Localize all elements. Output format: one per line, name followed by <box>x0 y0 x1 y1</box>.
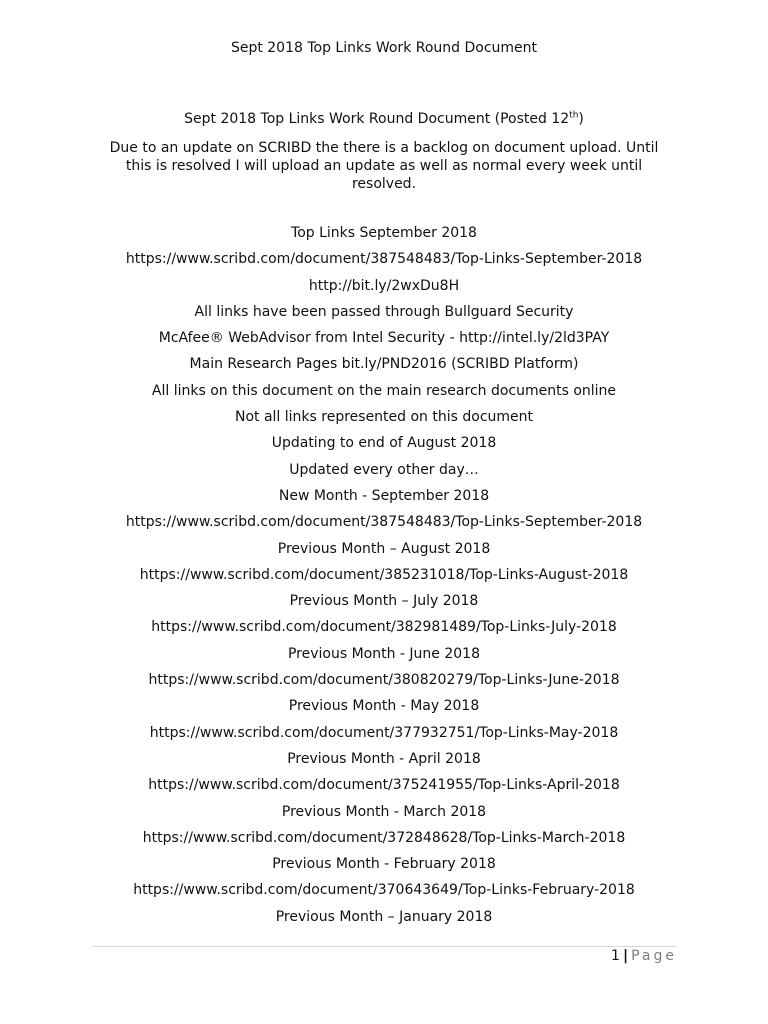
subtitle-close: ) <box>578 111 584 127</box>
doc-line: Previous Month – January 2018 <box>275 908 493 925</box>
doc-line: Not all links represented on this document <box>234 409 534 426</box>
doc-line: All links on this document on the main research documents online <box>151 382 617 399</box>
subtitle-superscript: th <box>569 110 579 121</box>
doc-line: All links have been passed through Bullguard Security <box>194 303 574 320</box>
doc-link[interactable]: https://www.scribd.com/document/375241955/Top-Links-April-2018 <box>148 777 620 794</box>
doc-line: McAfee® WebAdvisor from Intel Security - http://intel.ly/2ld3PAY <box>158 330 610 347</box>
document-subtitle <box>0 111 768 127</box>
doc-link[interactable]: https://www.scribd.com/document/385231018/Top-Links-August-2018 <box>139 566 629 583</box>
doc-link[interactable]: https://www.scribd.com/document/377932751/Top-Links-May-2018 <box>149 724 619 741</box>
doc-line: Previous Month - April 2018 <box>287 750 481 767</box>
doc-line: Previous Month - March 2018 <box>281 803 487 820</box>
doc-line: Main Research Pages bit.ly/PND2016 (SCRIBD Platform) <box>189 356 579 373</box>
document-lines <box>0 224 768 934</box>
intro-paragraph: Due to an update on SCRIBD the there is a backlog on document upload. Until this is resolved I will upload an update as well as normal every week until resolved. <box>109 140 659 192</box>
doc-line: Updating to end of August 2018 <box>271 435 497 452</box>
doc-link[interactable]: http://bit.ly/2wxDu8H <box>308 277 460 294</box>
page-footer <box>611 948 677 964</box>
subtitle-text: Sept 2018 Top Links Work Round Document (Posted 12 <box>184 111 570 127</box>
doc-line: Previous Month - June 2018 <box>287 645 480 662</box>
header-title: Sept 2018 Top Links Work Round Document <box>230 40 538 56</box>
doc-link[interactable]: https://www.scribd.com/document/370643649/Top-Links-February-2018 <box>133 882 635 899</box>
doc-link[interactable]: https://www.scribd.com/document/382981489/Top-Links-July-2018 <box>151 619 617 636</box>
doc-link[interactable]: https://www.scribd.com/document/372848628/Top-Links-March-2018 <box>142 829 626 846</box>
page-number: 1 <box>611 948 620 964</box>
page-header <box>0 40 768 56</box>
doc-line: Previous Month - February 2018 <box>272 856 496 873</box>
doc-link[interactable]: https://www.scribd.com/document/387548483/Top-Links-September-2018 <box>125 514 643 531</box>
footer-separator: | <box>622 948 629 964</box>
doc-link[interactable]: https://www.scribd.com/document/387548483/Top-Links-September-2018 <box>125 251 643 268</box>
doc-line: Previous Month - May 2018 <box>288 698 480 715</box>
doc-line: Updated every other day… <box>289 461 479 478</box>
doc-link[interactable]: https://www.scribd.com/document/380820279/Top-Links-June-2018 <box>148 672 620 689</box>
doc-line: New Month - September 2018 <box>278 487 490 504</box>
doc-line: Previous Month – July 2018 <box>289 593 479 610</box>
doc-line: Top Links September 2018 <box>291 225 477 241</box>
doc-line: Previous Month – August 2018 <box>277 540 491 557</box>
footer-divider <box>93 946 677 947</box>
page-label: Page <box>631 948 677 964</box>
